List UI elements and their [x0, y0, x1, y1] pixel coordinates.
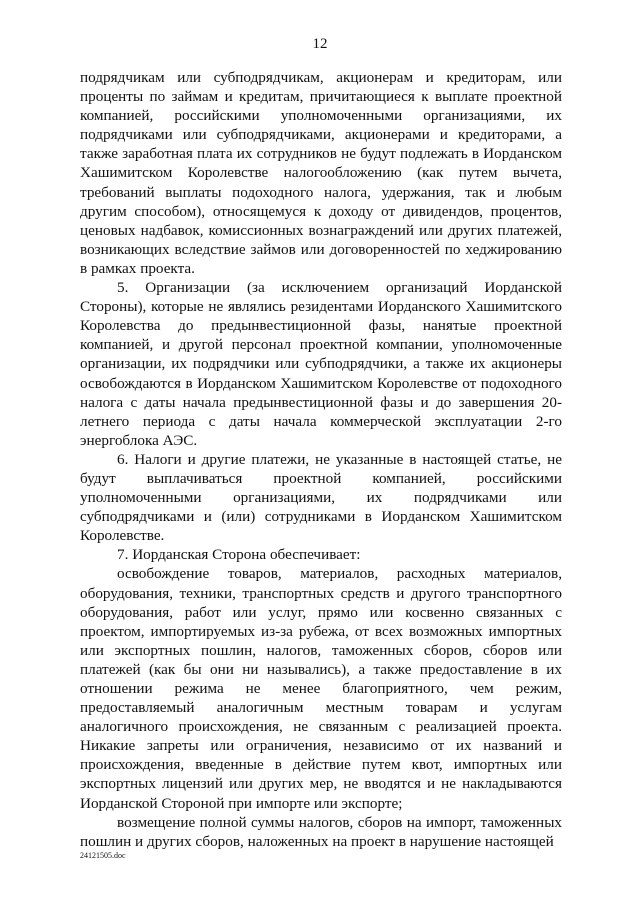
paragraph-item-6: 6. Налоги и другие платежи, не указанные в настоящей статье, не будут выплачиваться проектной компанией, российскими уполномоченными организациями, их подрядчиками или субподрядчиками и (или) сотрудниками в Иорданском Хашимитском Королевстве.: [80, 450, 562, 545]
document-body: [80, 68, 562, 851]
paragraph-item-5: 5. Организации (за исключением организаций Иорданской Стороны), которые не являлись резидентами Иорданского Хашимитского Королевства до предынвестиционной фазы, нанятые проектной компанией, и другой персонал проектной компании, уполномоченные организации, их подрядчики или субподрядчики, а также их акционеры освобождаются в Иорданском Хашимитском Королевстве от подоходного налога с даты начала предынвестиционной фазы и до завершения 20-летнего периода с даты начала коммерческой эксплуатации 2-го энергоблока АЭС.: [80, 279, 562, 449]
footer-filename: 24121505.doc: [80, 851, 126, 860]
paragraph-item-7: 7. Иорданская Сторона обеспечивает:: [117, 546, 361, 564]
paragraph-reimbursement: возмещение полной суммы налогов, сборов на импорт, таможенных пошлин и других сборов, наложенных на проект в нарушение настоящей: [80, 813, 562, 850]
paragraph-exemption: освобождение товаров, материалов, расходных материалов, оборудования, техники, транспортных средств и другого транспортного оборудования, работ или услуг, прямо или косвенно связанных с проектом, импортируемых из-за рубежа, от всех возможных импортных или экспортных пошлин, налогов, таможенных сборов, сборов или платежей (как бы они ни назывались), а также предоставление в их отношении режима не менее благоприятного, чем режим, предоставляемый аналогичным местным товарам и услугам аналогичного происхождения, не связанным с реализацией проекта. Никакие запреты или ограничения, независимо от их названий и происхождения, введенные в действие путем квот, импортных или экспортных лицензий или других мер, не вводятся и не накладываются Иорданской Стороной при импорте или экспорте;: [80, 565, 562, 812]
page-number: 12: [312, 36, 328, 52]
paragraph-continuation: подрядчикам или субподрядчикам, акционерам и кредиторам, или проценты по займам и кредитам, причитающиеся к выплате проектной компанией, российскими уполномоченными организациями, их подрядчиками или субподрядчиками, акционерами и кредиторами, а также заработная плата их сотрудников не будут подлежать в Иорданском Хашимитском Королевстве налогообложению (как путем вычета, требований выплаты подоходного налога, удержания, так и любым другим способом), относящемуся к доходу от дивидендов, процентов, ценовых надбавок, комиссионных вознаграждений или других платежей, возникающих вследствие займов или договоренностей по хеджированию в рамках проекта.: [80, 69, 562, 277]
